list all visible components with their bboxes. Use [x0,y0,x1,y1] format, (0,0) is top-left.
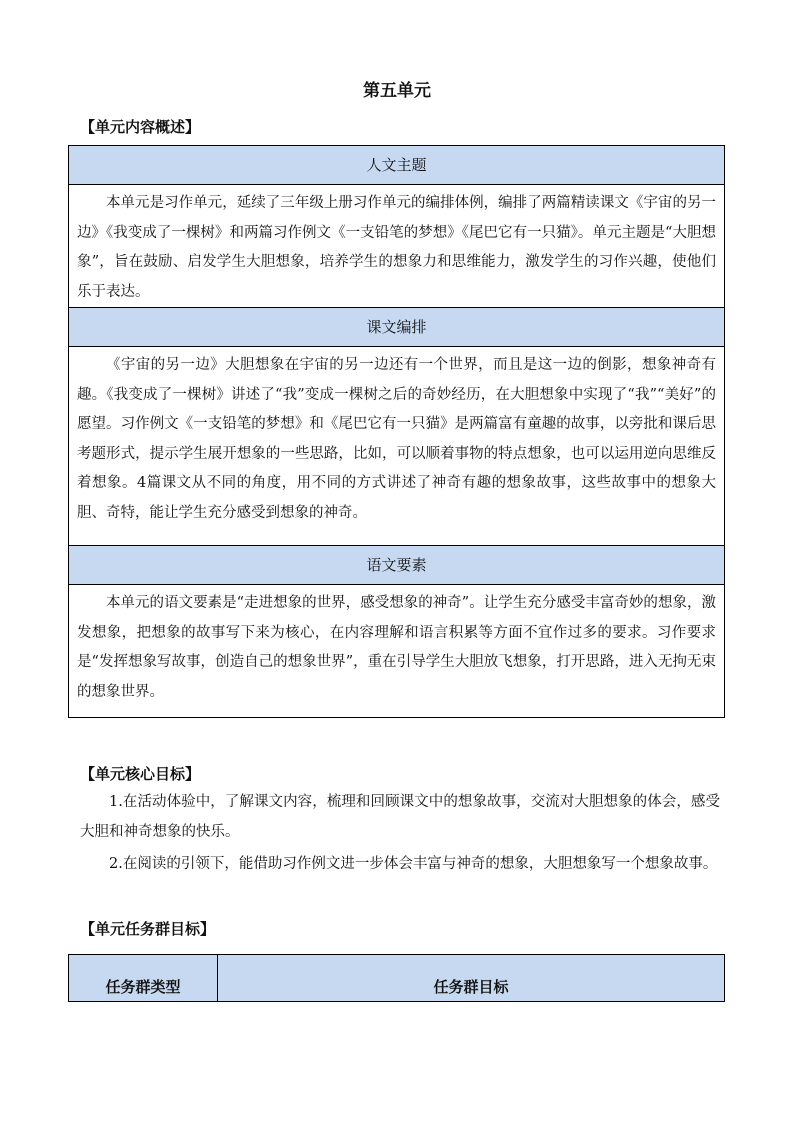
overview-table [68,145,725,718]
core-goal-2: 2.在阅读的引领下，能借助习作例文进一步体会丰富与神奇的想象，大胆想象写一个想象故事。 [109,856,718,872]
theme-header: 人文主题 [69,146,724,185]
core-goals-heading: 【单元核心目标】 [80,765,201,783]
arrangement-header: 课文编排 [69,308,724,347]
overview-heading: 【单元内容概述】 [80,118,201,136]
task-type-header: 任务群类型 [69,955,218,1001]
elements-header: 语文要素 [69,546,724,585]
arrangement-body: 《宇宙的另一边》大胆想象在宇宙的另一边还有一个世界，而且是这一边的倒影，想象神奇有趣。《我变成了一棵树》讲述了“我”变成一棵树之后的奇妙经历，在大胆想象中实现了“我”“美好”的愿望。习作例文《一支铅笔的梦想》和《尾巴它有一只猫》是两篇富有童趣的故事，以旁批和课后思考题形式，提示学生展开想象的一些思路，比如，可以顺着事物的特点想象，也可以运用逆向思维反着想象。4篇课文从不同的角度，用不同的方式讲述了神奇有趣的想象故事，这些故事中的想象大胆、奇特，能让学生充分感受到想象的神奇。 [69,347,724,546]
page-title: 第五单元 [363,81,431,101]
core-goal-1: 1.在活动体验中，了解课文内容，梳理和回顾课文中的想象故事，交流对大胆想象的体会，感受大胆和神奇想象的快乐。 [80,794,720,840]
task-goals-table [68,954,725,1002]
theme-body: 本单元是习作单元，延续了三年级上册习作单元的编排体例，编排了两篇精读课文《宇宙的另一边》《我变成了一棵树》和两篇习作例文《一支铅笔的梦想》《尾巴它有一只猫》。单元主题是“大胆想象”，旨在鼓励、启发学生大胆想象，培养学生的想象力和思维能力，激发学生的习作兴趣，使他们乐于表达。 [69,185,724,308]
task-goal-header: 任务群目标 [433,978,509,996]
task-goals-heading: 【单元任务群目标】 [80,920,216,938]
elements-body: 本单元的语文要素是“走进想象的世界，感受想象的神奇”。让学生充分感受丰富奇妙的想象，激发想象，把想象的故事写下来为核心，在内容理解和语言积累等方面不宜作过多的要求。习作要求是“发挥想象写故事，创造自己的想象世界”，重在引导学生大胆放飞想象，打开思路，进入无拘无束的想象世界。 [77,595,716,700]
